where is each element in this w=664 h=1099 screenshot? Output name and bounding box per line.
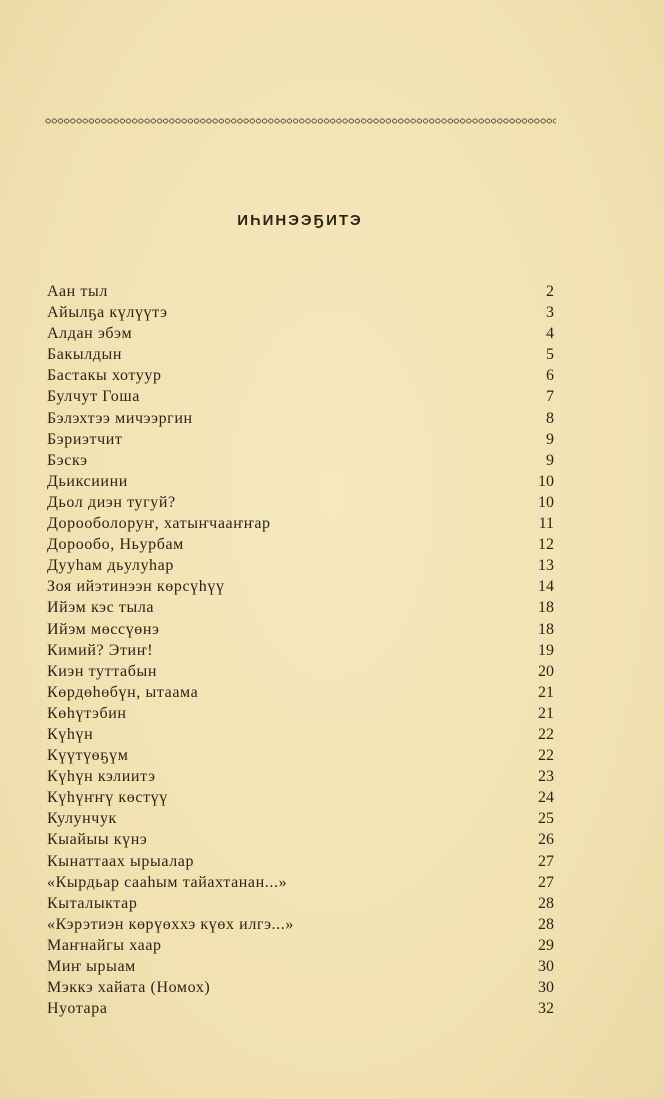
entry-page-number: 12 (538, 536, 554, 554)
entry-title: Кыталыктар (47, 894, 138, 912)
toc-entry (47, 619, 554, 640)
toc-entry (47, 555, 554, 576)
toc-entry (47, 808, 554, 829)
entry-page-number: 29 (538, 936, 554, 954)
entry-title: Күһүҥҥү көстүү (47, 789, 168, 807)
entry-page-number: 9 (546, 430, 554, 448)
entry-page-number: 24 (538, 789, 554, 807)
toc-entry (47, 977, 554, 998)
toc-entry (47, 534, 554, 555)
entry-page-number: 18 (538, 599, 554, 617)
entry-title: Кыайыы күнэ (47, 831, 148, 849)
entry-page-number: 21 (538, 704, 554, 722)
entry-title: Көһүтэбин (47, 704, 127, 722)
toc-entry (47, 998, 554, 1019)
entry-page-number: 5 (546, 346, 554, 364)
toc-entry (47, 471, 554, 492)
entry-title: Булчут Гоша (47, 388, 140, 406)
entry-page-number: 21 (538, 683, 554, 701)
toc-entry (47, 408, 554, 429)
entry-page-number: 3 (546, 304, 554, 322)
entry-title: Дууһам дьулуһар (47, 557, 174, 575)
entry-page-number: 23 (538, 768, 554, 786)
entry-title: Күүтүөҕүм (47, 747, 129, 765)
toc-entry (47, 323, 554, 344)
toc-entry (47, 766, 554, 787)
entry-page-number: 14 (538, 578, 554, 596)
entry-page-number: 28 (538, 915, 554, 933)
toc-entry (47, 703, 554, 724)
entry-page-number: 27 (538, 852, 554, 870)
toc-entry (47, 302, 554, 323)
toc-entry (47, 682, 554, 703)
entry-page-number: 22 (538, 747, 554, 765)
entry-page-number: 4 (546, 325, 554, 343)
toc-entry (47, 281, 554, 302)
entry-page-number: 18 (538, 620, 554, 638)
entry-page-number: 30 (538, 958, 554, 975)
entry-page-number: 10 (538, 472, 554, 490)
entry-page-number: 25 (538, 810, 554, 828)
toc-entry (47, 365, 554, 386)
toc-entry (47, 956, 554, 977)
toc-entry (47, 386, 554, 407)
entry-page-number: 8 (546, 409, 554, 427)
toc-entry (47, 914, 554, 935)
entry-title: Дьол диэн тугуй? (47, 493, 176, 511)
toc-entry (47, 872, 554, 893)
toc-entry (47, 597, 554, 618)
entry-title: Көрдөһөбүн, ытаама (47, 683, 199, 701)
toc-entry (47, 576, 554, 597)
entry-title: Бэскэ (47, 451, 88, 469)
entry-page-number: 10 (538, 493, 554, 511)
entry-page-number: 22 (538, 725, 554, 743)
entry-title: Киэн туттабын (47, 662, 157, 680)
toc-entry (47, 513, 554, 534)
entry-title: Алдан эбэм (47, 325, 133, 343)
toc-entry (47, 492, 554, 513)
toc-entry (47, 429, 554, 450)
entry-title: Ийэм кэс тыла (47, 599, 155, 617)
toc-entry (47, 935, 554, 956)
toc-entry (47, 745, 554, 766)
entry-title: Бэриэтчит (47, 430, 123, 448)
entry-page-number: 19 (538, 641, 554, 659)
ornamental-border (45, 116, 556, 126)
entry-title: Бэлэхтээ мичээргин (47, 409, 193, 427)
entry-title: Кынаттаах ырыалар (47, 852, 195, 870)
entry-page-number: 30 (538, 979, 554, 997)
toc-entry (47, 640, 554, 661)
toc-entry (47, 724, 554, 745)
entry-title: Кулунчук (47, 810, 117, 828)
entry-title: Кимий? Этиҥ! (47, 641, 154, 659)
entry-title: Бастакы хотуур (47, 367, 162, 385)
entry-title: Аан тыл (47, 283, 108, 300)
entry-page-number: 20 (538, 662, 554, 680)
entry-title: Зоя ийэтинээн көрсүһүү (47, 578, 225, 596)
entry-page-number: 6 (546, 367, 554, 385)
entry-title: «Кырдьар сааһым тайахтанан...» (47, 873, 288, 891)
entry-page-number: 11 (538, 515, 554, 533)
toc-entry (47, 829, 554, 850)
entry-page-number: 13 (538, 557, 554, 575)
entry-page-number: 9 (546, 451, 554, 469)
entry-title: Нуотара (47, 1000, 108, 1018)
entry-title: Күһүн кэлиитэ (47, 768, 156, 786)
entry-title: Дьиксиини (47, 472, 128, 490)
entry-page-number: 32 (538, 1000, 554, 1018)
toc-entry (47, 344, 554, 365)
entry-page-number: 2 (546, 283, 554, 300)
entry-title: Ийэм мөссүөнэ (47, 620, 160, 638)
entry-title: Дорооболоруҥ, хатыҥчааҥҥар (47, 515, 271, 533)
entry-title: Дорообо, Ньурбам (47, 536, 184, 554)
toc-entry (47, 661, 554, 682)
entry-title: Бакылдын (47, 346, 123, 364)
entry-title: Айылҕа күлүүтэ (47, 304, 168, 322)
entry-title: Мэккэ хайата (Номох) (47, 979, 211, 997)
entry-title: Маҥнайгы хаар (47, 936, 162, 954)
entry-page-number: 27 (538, 873, 554, 891)
entry-page-number: 26 (538, 831, 554, 849)
toc-entry (47, 851, 554, 872)
entry-page-number: 28 (538, 894, 554, 912)
entry-title: «Кэрэтиэн көрүөххэ күөх илгэ...» (47, 915, 294, 933)
toc-entry (47, 893, 554, 914)
entry-title: Күһүн (47, 725, 94, 743)
page-title: ИҺИНЭЭҔИТЭ (237, 212, 363, 229)
toc-entry (47, 787, 554, 808)
entry-title: Миҥ ырыам (47, 958, 136, 975)
entry-page-number: 7 (546, 388, 554, 406)
table-of-contents (47, 281, 554, 1019)
toc-entry (47, 450, 554, 471)
